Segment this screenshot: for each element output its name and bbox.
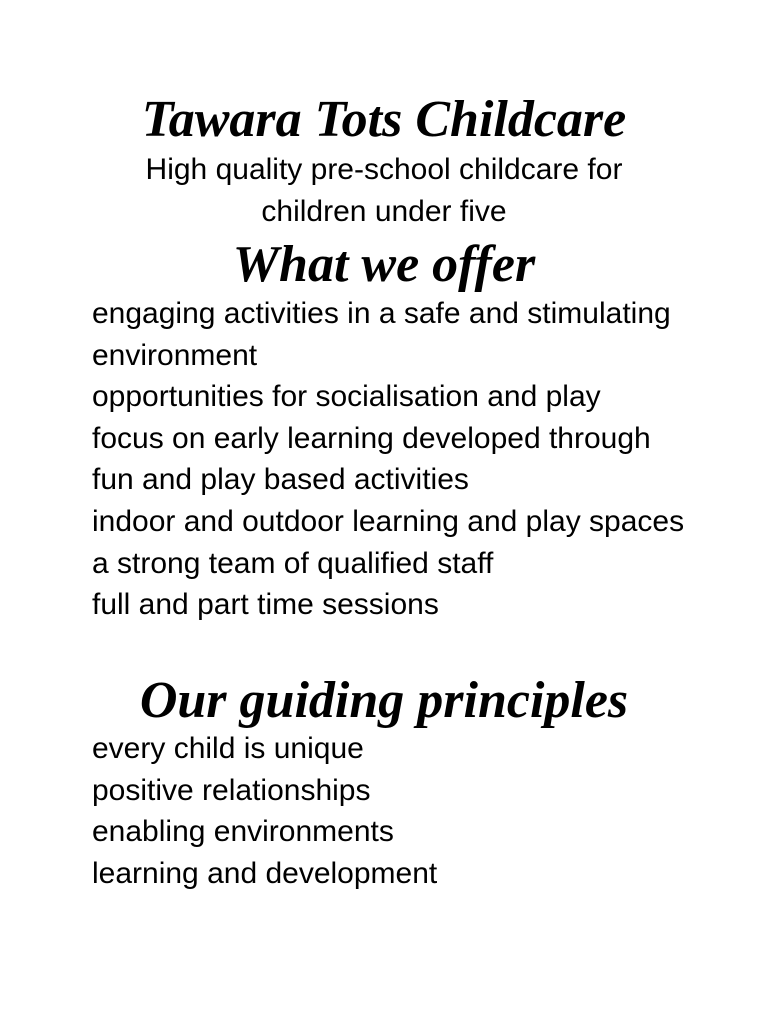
offer-item: a strong team of qualified staff: [92, 546, 494, 580]
page-title: Tawara Tots Childcare: [141, 91, 627, 148]
principles-list: [92, 728, 692, 894]
principles-heading: Our guiding principles: [139, 672, 629, 729]
principle-item: every child is unique: [92, 732, 364, 765]
page-subtitle: High quality pre-school childcare for children under five: [145, 153, 623, 228]
offer-heading: What we offer: [232, 236, 536, 293]
principle-item: learning and development: [92, 856, 438, 890]
principle-item: positive relationships: [92, 773, 371, 807]
offer-item: engaging activities in a safe and stimulating environment: [92, 297, 671, 372]
offer-item: full and part time sessions: [92, 588, 439, 622]
offer-item: focus on early learning developed through fun and play based activities: [92, 421, 651, 497]
principle-item: enabling environments: [92, 815, 394, 849]
offer-item: indoor and outdoor learning and play spaces: [92, 504, 685, 538]
offer-list: [92, 293, 692, 626]
offer-item: opportunities for socialisation and play: [92, 380, 601, 414]
